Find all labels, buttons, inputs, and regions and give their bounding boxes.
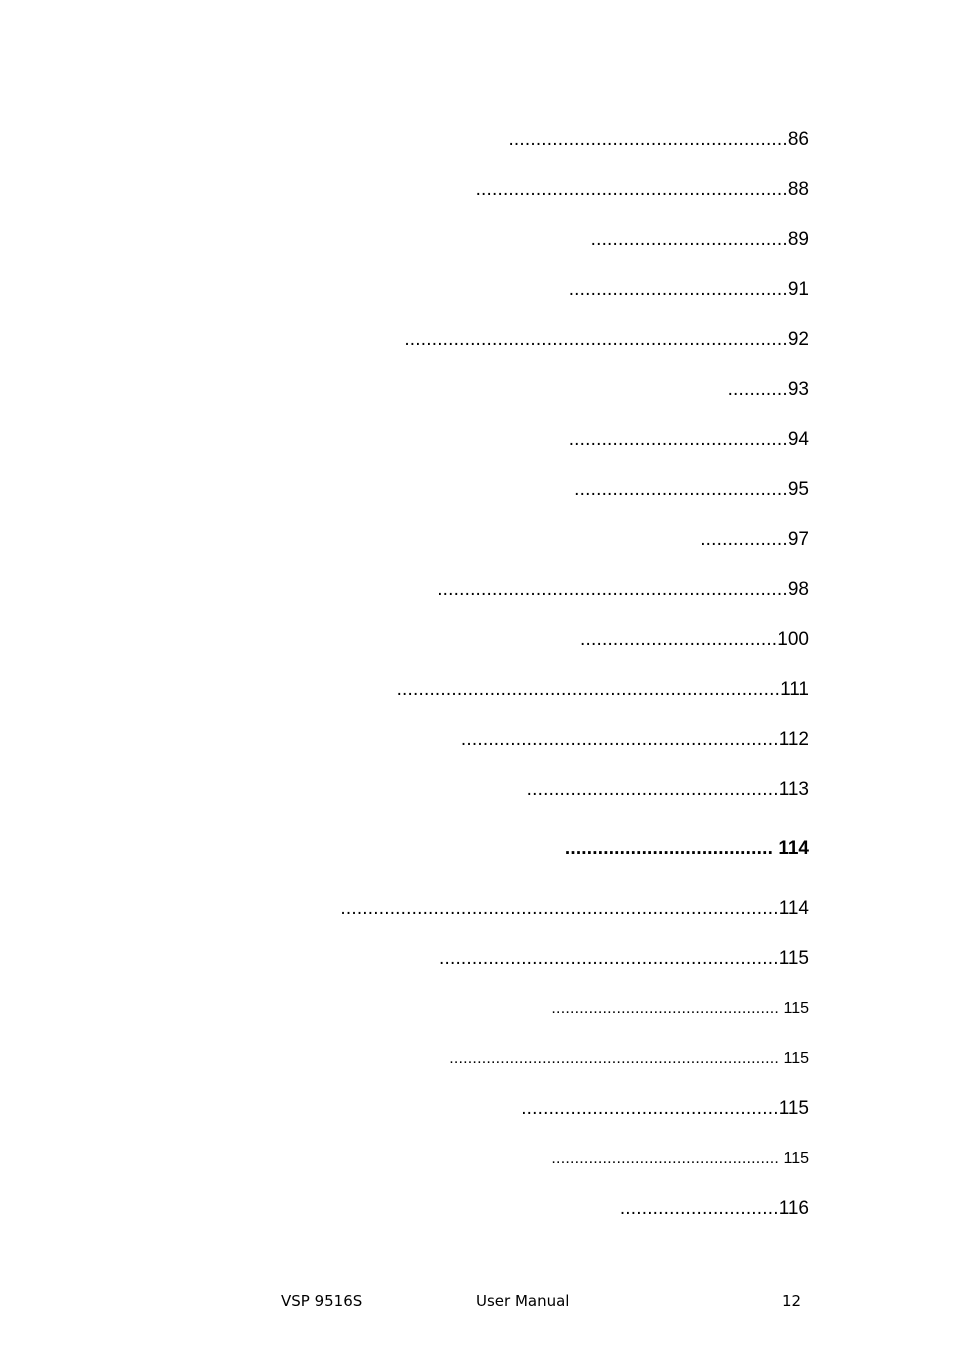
toc-entry[interactable] bbox=[508, 128, 809, 152]
dot-leader: ............................................... bbox=[521, 1098, 779, 1119]
toc-entry[interactable] bbox=[437, 578, 809, 602]
dot-leader: ............................. bbox=[619, 1198, 779, 1219]
page-number: 115 bbox=[783, 1150, 809, 1167]
toc-entry[interactable] bbox=[476, 178, 809, 202]
page-number: 114 bbox=[778, 838, 809, 859]
toc-entry[interactable] bbox=[574, 478, 809, 502]
page-number: 88 bbox=[787, 179, 809, 200]
toc-entry[interactable] bbox=[551, 1147, 809, 1171]
toc-entry[interactable] bbox=[728, 378, 809, 402]
page-number: 111 bbox=[780, 679, 809, 700]
dot-leader: ...................................................................... bbox=[404, 329, 788, 350]
page-number: 112 bbox=[778, 729, 809, 750]
dot-leader: ......................................................... bbox=[475, 179, 788, 200]
dot-leader: ........... bbox=[727, 379, 788, 400]
page-number: 115 bbox=[783, 1050, 809, 1067]
toc-entry[interactable] bbox=[449, 1047, 809, 1071]
dot-leader: .............................................................. bbox=[439, 948, 779, 969]
page-number: 91 bbox=[787, 279, 809, 300]
dot-leader: ................................................. bbox=[551, 1150, 780, 1167]
dot-leader: ................................................. bbox=[551, 1000, 780, 1017]
dot-leader: ................ bbox=[700, 529, 788, 550]
dot-leader: .............................................. bbox=[526, 779, 779, 800]
page-number: 93 bbox=[787, 379, 809, 400]
page-number: 94 bbox=[787, 429, 809, 450]
footer-page-number: 12 bbox=[782, 1292, 802, 1310]
toc-entry[interactable] bbox=[620, 1197, 809, 1221]
dot-leader: .................................... bbox=[590, 229, 788, 250]
page-number: 89 bbox=[787, 229, 809, 250]
toc-entry-chapter[interactable] bbox=[565, 837, 809, 861]
toc-entry[interactable] bbox=[580, 628, 809, 652]
page-number: 95 bbox=[787, 479, 809, 500]
dot-leader: ........................................ bbox=[568, 429, 788, 450]
dot-leader: ................................................... bbox=[508, 129, 788, 150]
toc-entry[interactable] bbox=[569, 428, 809, 452]
page-number: 115 bbox=[778, 1098, 809, 1119]
dot-leader: ...................................... bbox=[564, 838, 774, 859]
page-number: 116 bbox=[778, 1198, 809, 1219]
footer-product: VSP 9516S bbox=[281, 1292, 363, 1310]
toc-entry[interactable] bbox=[397, 678, 809, 702]
page-number: 113 bbox=[778, 779, 809, 800]
page-number: 97 bbox=[787, 529, 809, 550]
toc-entry[interactable] bbox=[700, 528, 809, 552]
toc-entry[interactable] bbox=[439, 947, 809, 971]
dot-leader: ........................................ bbox=[568, 279, 788, 300]
page-number: 115 bbox=[783, 1000, 809, 1017]
toc-entry[interactable] bbox=[340, 897, 809, 921]
toc-entry[interactable] bbox=[461, 728, 809, 752]
dot-leader: ....................................... bbox=[574, 479, 788, 500]
page-number: 98 bbox=[787, 579, 809, 600]
page-number: 86 bbox=[787, 129, 809, 150]
dot-leader: ................................................................................ bbox=[340, 898, 779, 919]
toc-entry[interactable] bbox=[521, 1097, 809, 1121]
page-number: 115 bbox=[778, 948, 809, 969]
dot-leader: ................................................................ bbox=[437, 579, 788, 600]
dot-leader: ....................................................................... bbox=[449, 1050, 780, 1067]
toc-entry[interactable] bbox=[404, 328, 809, 352]
toc-entry[interactable] bbox=[591, 228, 809, 252]
dot-leader: .......................................................... bbox=[460, 729, 779, 750]
toc-entry[interactable] bbox=[569, 278, 809, 302]
page-number: 114 bbox=[778, 898, 809, 919]
page-number: 92 bbox=[787, 329, 809, 350]
toc-entry[interactable] bbox=[527, 778, 809, 802]
dot-leader: ...................................................................... bbox=[396, 679, 781, 700]
toc-entry[interactable] bbox=[551, 997, 809, 1021]
page-number: 100 bbox=[777, 629, 809, 650]
dot-leader: .................................... bbox=[580, 629, 778, 650]
footer-doc-type: User Manual bbox=[476, 1292, 570, 1310]
